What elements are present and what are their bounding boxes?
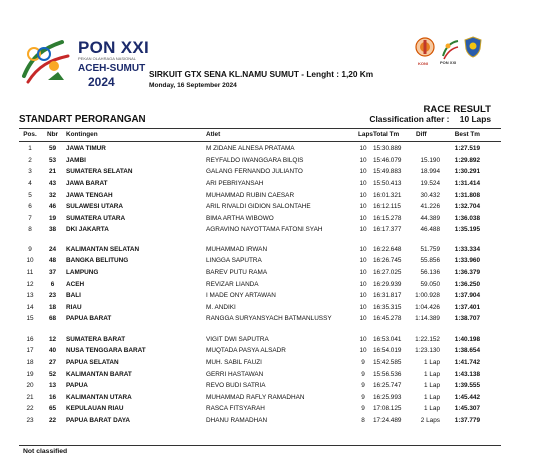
- cell-pos: 18: [26, 359, 34, 366]
- pon-subtitle: PEKAN OLAHRAGA NASIONAL: [78, 56, 137, 61]
- cell-total: 16:15.278: [373, 215, 402, 222]
- cell-laps: 10: [359, 145, 367, 152]
- header-bottom-rule: [19, 141, 501, 142]
- cell-diff: 1 Lap: [424, 359, 440, 366]
- race-result-title: RACE RESULT: [423, 104, 491, 115]
- cell-laps: 9: [361, 382, 365, 389]
- cell-nbr: 24: [48, 246, 57, 253]
- cell-best: 1:38.654: [454, 347, 480, 354]
- cell-best: 1:31.808: [454, 192, 480, 199]
- cell-athlete: BIMA ARTHA WIBOWO: [206, 215, 274, 222]
- cell-team: SUMATERA UTARA: [66, 215, 126, 222]
- cell-team: JAMBI: [66, 157, 86, 164]
- cell-total: 16:17.377: [373, 226, 402, 233]
- col-diff: Diff: [416, 131, 427, 138]
- table-header: [0, 129, 534, 141]
- cell-best: 1:45.307: [454, 405, 480, 412]
- cell-laps: 10: [359, 304, 367, 311]
- cell-total: 16:12.115: [373, 203, 401, 210]
- cell-athlete: GERRI HASTAWAN: [206, 371, 264, 378]
- cell-laps: 10: [359, 347, 367, 354]
- cell-diff: 1 Lap: [424, 382, 440, 389]
- col-athlete: Atlet: [206, 131, 221, 138]
- cell-team: PAPUA BARAT DAYA: [66, 417, 131, 424]
- cell-team: LAMPUNG: [66, 269, 99, 276]
- cell-team: BALI: [66, 292, 81, 299]
- footer-rule: [19, 445, 501, 446]
- cell-pos: 6: [28, 203, 32, 210]
- cell-team: JAWA BARAT: [66, 180, 108, 187]
- cell-laps: 10: [359, 157, 367, 164]
- cell-total: 16:45.278: [373, 315, 402, 322]
- cell-pos: 17: [26, 347, 34, 354]
- cell-nbr: 13: [48, 382, 57, 389]
- cell-team: SUMATERA SELATAN: [66, 168, 133, 175]
- cell-team: KALIMANTAN UTARA: [66, 394, 132, 401]
- cell-best: 1:43.138: [454, 371, 480, 378]
- cell-total: 15:42.585: [373, 359, 402, 366]
- cell-team: SUMATERA BARAT: [66, 336, 126, 343]
- cell-total: 17:24.489: [373, 417, 402, 424]
- cell-team: PAPUA BARAT: [66, 315, 112, 322]
- cell-team: KALIMANTAN BARAT: [66, 371, 132, 378]
- classification-value: 10 Laps: [459, 114, 491, 124]
- cell-team: PAPUA SELATAN: [66, 359, 119, 366]
- cell-laps: 10: [359, 246, 367, 253]
- cell-total: 15:56.536: [373, 371, 402, 378]
- cell-total: 15:30.889: [373, 145, 402, 152]
- cell-laps: 10: [359, 281, 367, 288]
- cell-pos: 4: [28, 180, 32, 187]
- cell-laps: 10: [359, 180, 367, 187]
- cell-diff: 1 Lap: [424, 371, 440, 378]
- cell-total: 16:22.648: [373, 246, 402, 253]
- cell-team: ACEH: [66, 281, 85, 288]
- cell-total: 15:49.883: [373, 168, 402, 175]
- cell-athlete: MUHAMMAD RUBIN CAESAR: [206, 192, 295, 199]
- cell-best: 1:35.195: [454, 226, 480, 233]
- cell-nbr: 37: [48, 269, 57, 276]
- cell-diff: 59.050: [420, 281, 440, 288]
- cell-athlete: REYFALDO IWANGGARA BILQIS: [206, 157, 304, 164]
- cell-best: 1:38.707: [454, 315, 480, 322]
- cell-pos: 1: [28, 145, 32, 152]
- cell-pos: 7: [28, 215, 32, 222]
- pon-year: 2024: [88, 75, 115, 89]
- cell-nbr: 16: [48, 394, 57, 401]
- cell-athlete: LINGGA SAPUTRA: [206, 257, 262, 264]
- cell-nbr: 18: [48, 304, 57, 311]
- cell-team: RIAU: [66, 304, 82, 311]
- cell-athlete: REVIZAR LIANDA: [206, 281, 259, 288]
- cell-athlete: ARIL RIVALDI GIDION SALONTAHE: [206, 203, 311, 210]
- cell-team: BANGKA BELITUNG: [66, 257, 129, 264]
- cell-pos: 21: [26, 394, 34, 401]
- cell-diff: 18.994: [420, 168, 440, 175]
- cell-laps: 10: [359, 257, 367, 264]
- circuit-info: SIRKUIT GTX SENA KL.NAMU SUMUT - Lenght : 1,20 Km: [149, 69, 374, 79]
- cell-diff: 30.432: [420, 192, 440, 199]
- cell-total: 16:53.041: [373, 336, 402, 343]
- cell-best: 1:33.960: [454, 257, 480, 264]
- cell-team: JAWA TIMUR: [66, 145, 106, 152]
- cell-pos: 15: [26, 315, 34, 322]
- cell-pos: 3: [28, 168, 32, 175]
- cell-pos: 22: [26, 405, 34, 412]
- not-classified-label: Not classified: [23, 448, 68, 455]
- cell-diff: 1 Lap: [424, 394, 440, 401]
- cell-best: 1:30.291: [454, 168, 480, 175]
- cell-pos: 14: [26, 304, 34, 311]
- classification-info: [0, 114, 491, 124]
- col-best: Best Tm: [454, 131, 480, 138]
- cell-best: 1:37.904: [454, 292, 480, 299]
- cell-diff: 2 Laps: [420, 417, 440, 424]
- race-category: STANDART PERORANGAN: [19, 114, 146, 125]
- cell-total: 16:35.315: [373, 304, 402, 311]
- cell-laps: 10: [359, 215, 367, 222]
- cell-athlete: M. ANDIKI: [206, 304, 236, 311]
- cell-diff: 1:22.152: [415, 336, 440, 343]
- shield-logo-icon: [464, 36, 482, 58]
- cell-total: 17:08.125: [373, 405, 402, 412]
- cell-nbr: 65: [48, 405, 57, 412]
- cell-athlete: I MADE ONY ARTAWAN: [206, 292, 276, 299]
- cell-total: 15:50.413: [373, 180, 402, 187]
- cell-best: 1:33.334: [454, 246, 480, 253]
- cell-laps: 9: [361, 371, 365, 378]
- cell-nbr: 6: [50, 281, 55, 288]
- cell-laps: 9: [361, 394, 365, 401]
- cell-athlete: BAREV PUTU RAMA: [206, 269, 268, 276]
- cell-total: 15:46.079: [373, 157, 402, 164]
- classification-label: Classification after :: [369, 114, 450, 124]
- cell-pos: 2: [28, 157, 32, 164]
- cell-diff: 15.190: [420, 157, 440, 164]
- cell-pos: 23: [26, 417, 34, 424]
- col-team: Kontingen: [66, 131, 98, 138]
- cell-pos: 20: [26, 382, 34, 389]
- cell-best: 1:36.250: [454, 281, 480, 288]
- cell-nbr: 12: [48, 336, 57, 343]
- cell-athlete: MUH. SABIL FAUZI: [206, 359, 262, 366]
- cell-laps: 9: [361, 359, 365, 366]
- cell-diff: 46.488: [420, 226, 440, 233]
- cell-nbr: 40: [48, 347, 57, 354]
- cell-nbr: 38: [48, 226, 57, 233]
- cell-athlete: RANGGA SURYANSYACH BATMANLUSSY: [206, 315, 332, 322]
- cell-nbr: 46: [48, 203, 57, 210]
- cell-athlete: M ZIDANE ALNESA PRATAMA: [206, 145, 295, 152]
- cell-laps: 10: [359, 269, 367, 276]
- cell-laps: 10: [359, 315, 367, 322]
- cell-pos: 13: [26, 292, 34, 299]
- cell-diff: 56.136: [420, 269, 440, 276]
- cell-best: 1:36.038: [454, 215, 480, 222]
- cell-team: NUSA TENGGARA BARAT: [66, 347, 146, 354]
- cell-diff: 1:14.389: [415, 315, 440, 322]
- col-total: Total Tm: [373, 131, 400, 138]
- cell-best: 1:31.414: [454, 180, 480, 187]
- cell-athlete: REVO BUDI SATRIA: [206, 382, 266, 389]
- cell-pos: 12: [26, 281, 34, 288]
- cell-team: PAPUA: [66, 382, 88, 389]
- cell-best: 1:29.892: [454, 157, 480, 164]
- cell-athlete: MUQTADA PASYA ALSADR: [206, 347, 286, 354]
- cell-pos: 5: [28, 192, 32, 199]
- cell-athlete: RASCA FITSYARAH: [206, 405, 265, 412]
- cell-team: DKI JAKARTA: [66, 226, 109, 233]
- cell-best: 1:37.401: [454, 304, 480, 311]
- document-header: [0, 0, 534, 110]
- col-pos: Pos.: [23, 131, 37, 138]
- cell-total: 16:26.745: [373, 257, 402, 264]
- cell-total: 16:31.817: [373, 292, 402, 299]
- koni-label: KONI: [418, 61, 428, 66]
- col-laps: Laps: [358, 131, 373, 138]
- cell-diff: 44.389: [420, 215, 440, 222]
- pon-logo-icon: [18, 36, 74, 88]
- cell-total: 16:27.025: [373, 269, 402, 276]
- cell-nbr: 48: [48, 257, 57, 264]
- cell-best: 1:39.555: [454, 382, 480, 389]
- cell-nbr: 19: [48, 215, 57, 222]
- cell-total: 16:54.019: [373, 347, 402, 354]
- cell-team: SULAWESI UTARA: [66, 203, 124, 210]
- cell-pos: 10: [26, 257, 34, 264]
- cell-athlete: MUHAMMAD IRWAN: [206, 246, 268, 253]
- cell-laps: 10: [359, 292, 367, 299]
- cell-diff: 1 Lap: [424, 405, 440, 412]
- cell-best: 1:36.379: [454, 269, 480, 276]
- cell-pos: 19: [26, 371, 34, 378]
- cell-team: KEPULAUAN RIAU: [66, 405, 124, 412]
- cell-pos: 9: [28, 246, 32, 253]
- pon-place: ACEH-SUMUT: [78, 63, 146, 74]
- cell-laps: 10: [359, 226, 367, 233]
- cell-total: 16:25.747: [373, 382, 402, 389]
- cell-laps: 10: [359, 168, 367, 175]
- cell-diff: 41.226: [420, 203, 440, 210]
- cell-best: 1:40.198: [454, 336, 480, 343]
- cell-total: 16:25.993: [373, 394, 402, 401]
- cell-diff: 1:04.426: [415, 304, 440, 311]
- cell-team: KALIMANTAN SELATAN: [66, 246, 140, 253]
- cell-total: 16:29.939: [373, 281, 402, 288]
- cell-nbr: 59: [48, 145, 57, 152]
- cell-diff: 1:00.928: [415, 292, 440, 299]
- cell-nbr: 53: [48, 157, 57, 164]
- cell-nbr: 23: [48, 292, 57, 299]
- cell-laps: 10: [359, 336, 367, 343]
- cell-diff: 51.759: [420, 246, 440, 253]
- cell-nbr: 52: [48, 371, 57, 378]
- cell-laps: 10: [359, 192, 367, 199]
- cell-best: 1:32.704: [454, 203, 480, 210]
- cell-nbr: 22: [48, 417, 57, 424]
- cell-total: 16:01.321: [373, 192, 402, 199]
- cell-laps: 10: [359, 203, 367, 210]
- cell-nbr: 43: [48, 180, 57, 187]
- cell-nbr: 32: [48, 192, 57, 199]
- cell-athlete: GALANG FERNANDO JULIANTO: [206, 168, 303, 175]
- cell-pos: 8: [28, 226, 32, 233]
- cell-athlete: DHANU RAMADHAN: [206, 417, 268, 424]
- cell-nbr: 68: [48, 315, 57, 322]
- cell-diff: 55.856: [420, 257, 440, 264]
- cell-best: 1:45.442: [454, 394, 480, 401]
- cell-laps: 9: [361, 405, 365, 412]
- cell-athlete: AGRAVINO NAYOTTAMA FATONI SYAH: [206, 226, 323, 233]
- col-nbr: Nbr: [46, 131, 58, 138]
- cell-best: 1:37.779: [454, 417, 480, 424]
- event-date: Monday, 16 September 2024: [149, 82, 237, 89]
- pon-title: PON XXI: [78, 38, 150, 57]
- cell-nbr: 21: [48, 168, 57, 175]
- cell-team: JAWA TENGAH: [66, 192, 113, 199]
- cell-athlete: ARI PEBRIYANSAH: [206, 180, 264, 187]
- cell-pos: 11: [26, 269, 34, 276]
- cell-athlete: MUHAMMAD RAFLY RAMADHAN: [206, 394, 305, 401]
- cell-best: 1:41.742: [454, 359, 480, 366]
- cell-laps: 8: [361, 417, 365, 424]
- cell-best: 1:27.519: [454, 145, 480, 152]
- cell-diff: 1:23.130: [415, 347, 440, 354]
- pon-mini-label: PON XXI: [440, 60, 457, 65]
- cell-nbr: 27: [48, 359, 57, 366]
- cell-athlete: VIGIT DWI SAPUTRA: [206, 336, 269, 343]
- cell-pos: 16: [26, 336, 34, 343]
- cell-diff: 19.524: [420, 180, 440, 187]
